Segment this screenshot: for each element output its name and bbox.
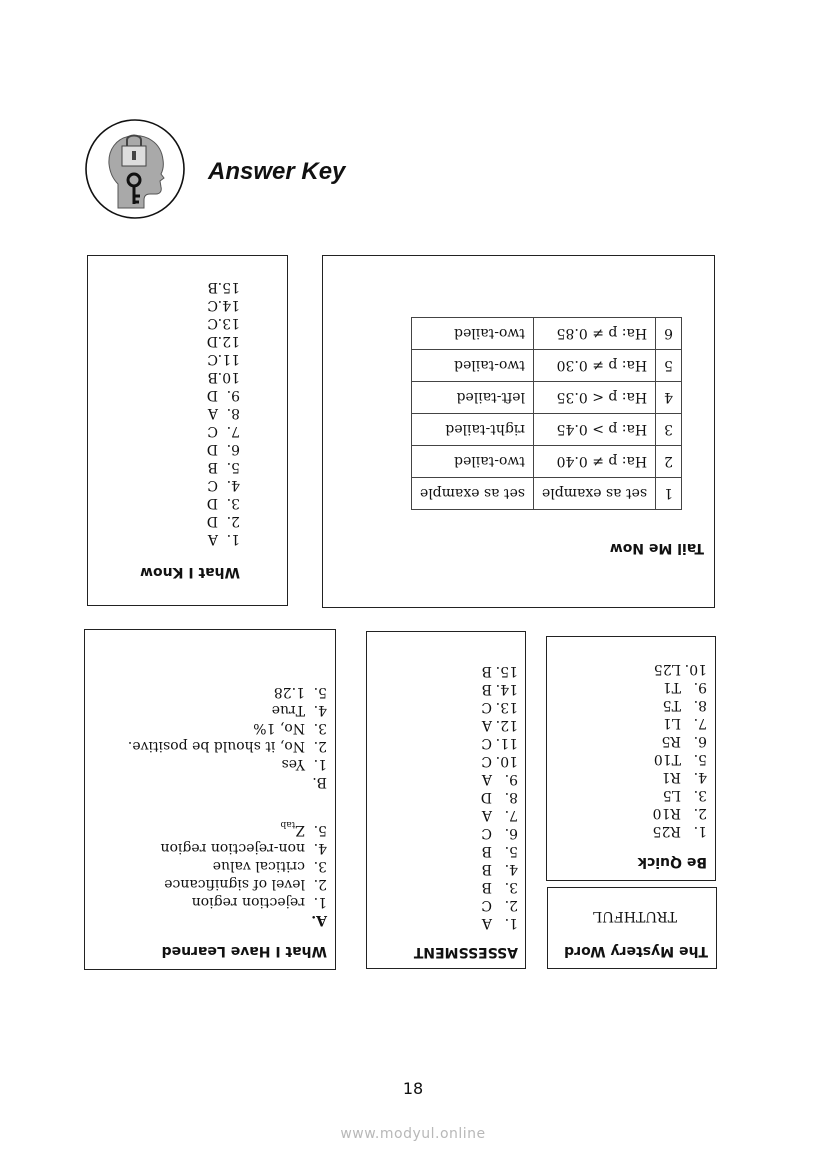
page-title: Answer Key [208, 158, 346, 185]
assessment-list [481, 662, 518, 932]
item-answer: No, it should be positive. [127, 738, 305, 754]
hypothesis-cell: Ha: p ≠ 0.85 [534, 318, 656, 350]
item-answer: D [206, 495, 218, 511]
what-i-have-learned-box [84, 629, 336, 970]
item-answer: C [481, 753, 492, 769]
item-number: 12. [217, 333, 240, 349]
item-number: 15. [217, 279, 240, 295]
part-a-label: A. [311, 912, 327, 928]
item-answer: A [481, 771, 492, 787]
item-answer: C [207, 351, 218, 367]
item-answer: A [481, 807, 492, 823]
item-number: 1. [693, 823, 707, 839]
assessment-heading: ASSESSMENT [413, 944, 518, 960]
item-answer: R10 [652, 805, 681, 821]
list-item [481, 878, 518, 896]
item-number: 8. [226, 405, 240, 421]
list-item [481, 788, 518, 806]
item-answer: C [481, 699, 492, 715]
list-item [207, 296, 240, 314]
list-item [481, 716, 518, 734]
list-item [207, 494, 240, 512]
item-answer: A [481, 915, 492, 931]
item-number: 7. [693, 715, 707, 731]
item-answer: D [206, 333, 218, 349]
hypothesis-cell: Ha: p < 0.35 [534, 382, 656, 414]
item-number: 2. [693, 805, 707, 821]
item-answer: B [207, 459, 218, 475]
row-number-cell: 2 [656, 446, 682, 478]
tail-type-cell: right-tailed [411, 414, 533, 446]
item-number: 4. [504, 861, 518, 877]
item-number: 1. [226, 531, 240, 547]
item-answer: T5 [662, 697, 681, 713]
item-answer: L5 [662, 787, 681, 803]
item-number: 5. [313, 822, 327, 838]
item-number: 6. [693, 733, 707, 749]
tail-me-now-box [322, 255, 715, 608]
item-answer: level of significance [164, 876, 305, 892]
what-i-have-learned-heading: What I Have Learned [161, 943, 327, 959]
list-item [481, 698, 518, 716]
list-item [128, 719, 327, 737]
item-answer: C [207, 477, 218, 493]
list-item [481, 680, 518, 698]
list-item [161, 893, 328, 911]
row-number-cell: 6 [656, 318, 682, 350]
item-number: 3. [504, 879, 518, 895]
item-number: 6. [504, 825, 518, 841]
item-number: 6. [226, 441, 240, 457]
tail-me-now-table [411, 317, 682, 510]
item-number: 11. [495, 735, 518, 751]
list-item [207, 530, 240, 548]
item-answer: rejection region [191, 894, 305, 910]
list-item [207, 422, 240, 440]
item-number: 13. [217, 315, 240, 331]
tail-type-cell: two-tailed [411, 446, 533, 478]
item-number: 10. [684, 661, 707, 677]
assessment-box [366, 631, 526, 969]
what-i-know-box [87, 255, 288, 606]
item-answer: B [481, 879, 492, 895]
item-number: 5. [313, 684, 327, 700]
list-item [481, 896, 518, 914]
item-answer: C [481, 825, 492, 841]
list-item [161, 839, 328, 857]
item-number: 1. [313, 894, 327, 910]
list-item [481, 770, 518, 788]
item-number: 10. [495, 753, 518, 769]
page-number: 18 [402, 1079, 424, 1098]
item-number: 14. [495, 681, 518, 697]
list-item [207, 386, 240, 404]
item-number: 5. [693, 751, 707, 767]
row-number-cell: 3 [656, 414, 682, 446]
item-number: 2. [313, 876, 327, 892]
list-item [653, 804, 707, 822]
item-answer: B [481, 663, 492, 679]
hypothesis-cell: Ha: p ≠ 0.30 [534, 350, 656, 382]
item-number: 9. [504, 771, 518, 787]
list-item [653, 750, 707, 768]
list-item [207, 368, 240, 386]
item-answer: D [480, 789, 492, 805]
table-row [411, 318, 681, 350]
item-number: 3. [313, 720, 327, 736]
list-item [653, 678, 707, 696]
list-item [161, 815, 328, 839]
item-answer: C [207, 297, 218, 313]
list-item [207, 278, 240, 296]
list-item [161, 875, 328, 893]
mystery-word-box [547, 887, 717, 969]
mystery-word-heading: The Mystery Word [564, 943, 708, 959]
z-subscript: tab [280, 819, 296, 830]
item-answer: C [481, 897, 492, 913]
table-row [411, 382, 681, 414]
item-number: 4. [313, 702, 327, 718]
item-answer: B [481, 681, 492, 697]
what-i-know-list [207, 278, 240, 548]
mystery-word-answer: TRUTHFUL [592, 908, 677, 924]
item-answer: C [207, 315, 218, 331]
item-number: 2. [313, 738, 327, 754]
list-item [481, 824, 518, 842]
item-answer: T10 [653, 751, 681, 767]
list-item [207, 476, 240, 494]
list-item [653, 660, 707, 678]
item-number: 8. [504, 789, 518, 805]
list-item [481, 914, 518, 932]
item-number: 3. [313, 858, 327, 874]
item-answer: B [207, 279, 218, 295]
item-answer: B [207, 369, 218, 385]
item-answer: C [481, 735, 492, 751]
what-i-know-heading: What I Know [140, 564, 240, 580]
list-item [207, 350, 240, 368]
item-answer: Yes [281, 756, 305, 772]
item-answer: R5 [661, 733, 681, 749]
table-row [411, 414, 681, 446]
list-item [128, 755, 327, 773]
list-item [128, 737, 327, 755]
table-row [411, 478, 681, 510]
item-answer: A [207, 405, 218, 421]
item-answer: C [207, 423, 218, 439]
item-number: 3. [693, 787, 707, 803]
answer-key-icon [84, 118, 186, 220]
item-answer: Z [295, 822, 305, 838]
hypothesis-cell: Ha: p > 0.45 [534, 414, 656, 446]
item-number: 2. [504, 897, 518, 913]
item-answer: D [206, 387, 218, 403]
item-answer: A [207, 531, 218, 547]
item-answer: D [206, 513, 218, 529]
item-number: 1. [504, 915, 518, 931]
list-item [207, 440, 240, 458]
item-number: 9. [226, 387, 240, 403]
item-answer: A [481, 717, 492, 733]
be-quick-box [546, 636, 716, 881]
tail-type-cell: two-tailed [411, 350, 533, 382]
item-number: 4. [693, 769, 707, 785]
list-item [207, 332, 240, 350]
item-number: 14. [217, 297, 240, 313]
tail-type-cell: left-tailed [411, 382, 533, 414]
list-item [161, 857, 328, 875]
hypothesis-cell: Ha: p ≠ 0.40 [534, 446, 656, 478]
item-number: 10. [217, 369, 240, 385]
item-number: 9. [693, 679, 707, 695]
item-number: 4. [313, 840, 327, 856]
row-number-cell: 1 [656, 478, 682, 510]
item-answer: True [271, 702, 305, 718]
item-answer: 1.28 [273, 684, 305, 700]
item-answer: L25 [653, 661, 681, 677]
list-item [653, 732, 707, 750]
watermark: www.modyul.online [340, 1126, 486, 1142]
list-item [207, 512, 240, 530]
list-item [207, 314, 240, 332]
be-quick-heading: Be Quick [637, 854, 707, 870]
list-item [481, 860, 518, 878]
tail-type-cell: two-tailed [411, 318, 533, 350]
tail-type-cell: set as example [411, 478, 533, 510]
item-number: 15. [495, 663, 518, 679]
item-number: 3. [226, 495, 240, 511]
item-number: 12. [495, 717, 518, 733]
list-item [653, 696, 707, 714]
row-number-cell: 5 [656, 350, 682, 382]
list-item [128, 701, 327, 719]
item-number: 2. [226, 513, 240, 529]
list-item [653, 768, 707, 786]
list-item [207, 404, 240, 422]
item-answer: B [481, 843, 492, 859]
item-number: 7. [226, 423, 240, 439]
list-item [128, 683, 327, 701]
be-quick-list [653, 660, 707, 840]
item-answer: R1 [661, 769, 681, 785]
item-number: 8. [693, 697, 707, 713]
item-number: 5. [226, 459, 240, 475]
item-answer: B [481, 861, 492, 877]
table-row [411, 350, 681, 382]
item-answer: T1 [662, 679, 681, 695]
list-item [653, 822, 707, 840]
part-b-list [128, 683, 327, 773]
item-answer: R25 [652, 823, 681, 839]
list-item [481, 752, 518, 770]
item-answer: L1 [662, 715, 681, 731]
item-answer: No, 1% [253, 720, 305, 736]
list-item [481, 806, 518, 824]
tail-me-now-heading: Tail Me Now [609, 540, 704, 556]
list-item [481, 842, 518, 860]
row-number-cell: 4 [656, 382, 682, 414]
part-b-label: B. [312, 774, 327, 790]
part-a-list [161, 815, 328, 911]
list-item [653, 714, 707, 732]
item-number: 13. [495, 699, 518, 715]
item-number: 5. [504, 843, 518, 859]
item-number: 11. [217, 351, 240, 367]
item-number: 7. [504, 807, 518, 823]
list-item [481, 734, 518, 752]
hypothesis-cell: set as example [534, 478, 656, 510]
item-number: 4. [226, 477, 240, 493]
table-row [411, 446, 681, 478]
item-number: 1. [313, 756, 327, 772]
list-item [653, 786, 707, 804]
item-answer: non-rejection region [160, 840, 305, 856]
list-item [207, 458, 240, 476]
item-answer: critical value [212, 858, 305, 874]
list-item [481, 662, 518, 680]
item-answer: D [206, 441, 218, 457]
